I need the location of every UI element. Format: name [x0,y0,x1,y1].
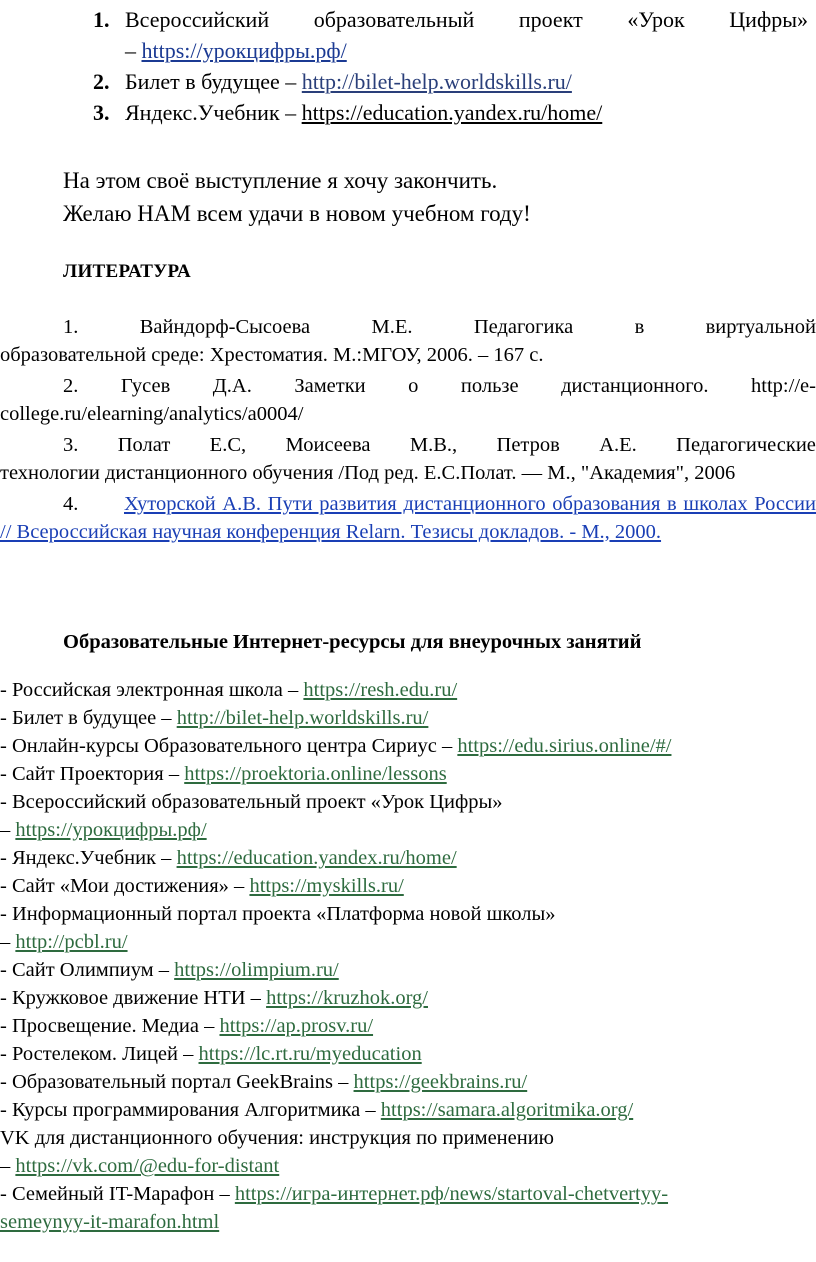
resource-item [0,676,816,704]
lit-word: Гусев [120,375,171,397]
resource-link[interactable]: https://olimpium.ru/ [174,959,339,981]
resource-label: - Всероссийский образовательный проект «Урок Цифры» [0,791,503,813]
resource-link[interactable]: https://vk.com/@edu-for-distant [15,1155,280,1177]
resource-item-continued [0,928,816,956]
resource-link[interactable]: https://игра-интернет.рф/news/startoval-chetvertyy- [234,1183,669,1205]
literature-link-khutorskoy[interactable]: Хуторской А.В. Пути развития дистанционного образования в школах России // Всероссийская научная конференция Relarn. Тезисы докладов. - М., 2000. [0,493,816,543]
resource-item [0,704,816,732]
literature-item-2 [0,373,816,428]
lit-num: 1. [63,316,79,338]
resource-label: - Российская электронная школа – [0,679,304,701]
lit-num: 3. [63,434,79,456]
resource-link[interactable]: https://kruzhok.org/ [266,987,428,1009]
resource-label: - Сайт «Мои достижения» – [0,875,250,897]
literature-item-3 [0,432,816,487]
lit-word: Д.А. [212,375,252,397]
resource-link[interactable]: https://lc.rt.ru/myeducation [198,1043,422,1065]
resource-item [0,1180,816,1208]
resource-item [0,1012,816,1040]
project-link-bilet[interactable]: http://bilet-help.worldskills.ru/ [301,69,572,94]
project-item-3 [0,97,816,128]
lit-word: Вайндорф-Сысоева [139,316,311,338]
project-label: Яндекс.Учебник – [125,100,297,125]
project-dash: – [125,38,136,63]
project-link-urok-cifry[interactable]: https://урокцифры.рф/ [141,38,347,63]
resource-label: - Яндекс.Учебник – [0,847,177,869]
literature-list [0,314,816,550]
resources-list [0,676,816,1236]
lit-word: Полат [117,434,171,456]
resource-label: - Сайт Проектория – [0,763,185,785]
resource-item-continued [0,1208,816,1236]
resource-label: - Онлайн-курсы Образовательного центра Сириус – [0,735,458,757]
lit-word: http://e- [751,375,816,397]
closing-remarks [63,164,531,230]
resource-link[interactable]: https://edu.sirius.online/#/ [457,735,672,757]
lit-word: пользе [460,375,519,397]
project-number: 3. [93,100,110,125]
resource-dash: – [0,1155,16,1177]
resource-label: - Билет в будущее – [0,707,177,729]
resource-item [0,956,816,984]
closing-line-1: На этом своё выступление я хочу закончить. [63,168,498,193]
lit-rest: образовательной среде: Хрестоматия. М.:МГОУ, 2006. – 167 с. [0,343,544,366]
resource-label: - Сайт Олимпиум – [0,959,175,981]
lit-word: Педагогические [676,434,816,456]
project-label: Билет в будущее – [125,69,297,94]
resource-item [0,872,816,900]
resource-link[interactable]: https://ap.prosv.ru/ [219,1015,374,1037]
literature-item-1 [0,314,816,369]
project-item-2 [0,66,816,97]
resource-link[interactable]: https://education.yandex.ru/home/ [176,847,457,869]
resources-heading: Образовательные Интернет-ресурсы для внеурочных занятий [63,631,642,653]
lit-word: дистанционного. [561,375,709,397]
resource-link[interactable]: http://bilet-help.worldskills.ru/ [176,707,429,729]
lit-num: 2. [63,375,79,397]
resource-link[interactable]: semeynyy-it-marafon.html [0,1211,220,1233]
resource-label: - Ростелеком. Лицей – [0,1043,199,1065]
resource-item [0,732,816,760]
lit-word: в [634,316,645,338]
resource-link[interactable]: https://proektoria.online/lessons [184,763,447,785]
resource-label: - Информационный портал проекта «Платформа новой школы» [0,903,556,925]
project-item-1 [0,4,816,66]
resource-item [0,1068,816,1096]
resource-label: - Кружковое движение НТИ – [0,987,267,1009]
resource-link[interactable]: https://myskills.ru/ [249,875,404,897]
lit-rest: college.ru/elearning/analytics/a0004/ [0,402,304,425]
lit-word: Моисеева [285,434,371,456]
resource-link[interactable]: https://resh.edu.ru/ [303,679,458,701]
resource-item [0,844,816,872]
projects-list [0,4,816,128]
literature-heading: ЛИТЕРАТУРА [63,261,192,282]
resource-link[interactable]: https://samara.algoritmika.org/ [380,1099,634,1121]
closing-line-2: Желаю НАМ всем удачи в новом учебном году! [63,201,531,226]
resource-item [0,900,816,928]
resource-dash: – [0,931,16,953]
lit-word: Заметки [294,375,366,397]
lit-word: А.Е. [599,434,637,456]
project-label: Всероссийский образовательный проект «Урок Цифры» [125,7,808,32]
lit-word: виртуальной [705,316,816,338]
project-number: 1. [93,7,110,32]
project-link-yandex[interactable]: https://education.yandex.ru/home/ [301,100,603,125]
resource-item-continued [0,1152,816,1180]
resource-item-continued [0,816,816,844]
resource-link[interactable]: https://geekbrains.ru/ [353,1071,528,1093]
resource-item [0,788,816,816]
lit-word: о [408,375,419,397]
lit-word: М.Е. [371,316,413,338]
lit-num: 4. [63,493,79,515]
resource-item [0,984,816,1012]
resource-item [0,1096,816,1124]
resource-label: - Просвещение. Медиа – [0,1015,220,1037]
resource-dash: – [0,819,16,841]
lit-word: Петров [496,434,560,456]
literature-item-4 [0,491,816,546]
lit-word: Е.С, [209,434,247,456]
lit-word: Педагогика [473,316,574,338]
resource-label: - Курсы программирования Алгоритмика – [0,1099,381,1121]
lit-rest: технологии дистанционного обучения /Под ред. Е.С.Полат. — М., "Академия", 2006 [0,461,736,484]
resource-item [0,1040,816,1068]
project-number: 2. [93,69,110,94]
resource-link[interactable]: https://урокцифры.рф/ [15,819,207,841]
resource-item [0,760,816,788]
resource-link[interactable]: http://pcbl.ru/ [15,931,128,953]
resource-label: VK для дистанционного обучения: инструкция по применению [0,1127,555,1149]
resource-item [0,1124,816,1152]
lit-word: М.В., [409,434,458,456]
resource-label: - Образовательный портал GeekBrains – [0,1071,354,1093]
resource-label: - Семейный IT-Марафон – [0,1183,235,1205]
